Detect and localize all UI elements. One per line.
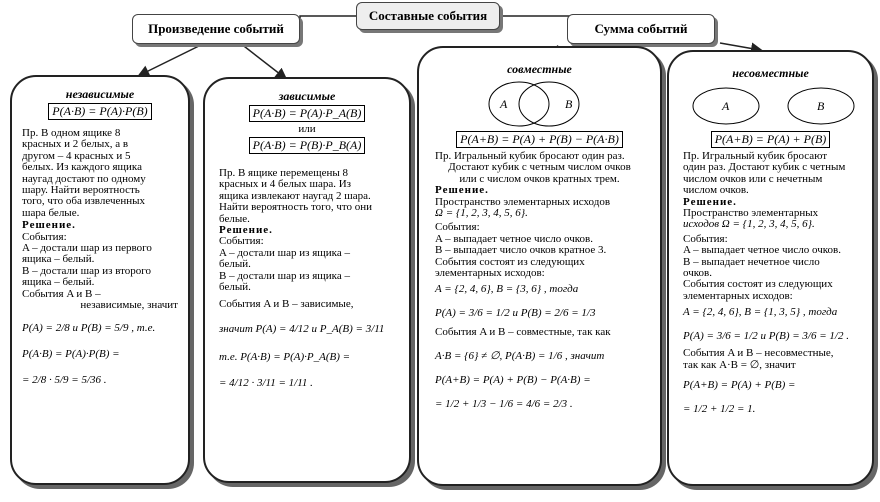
joint-formula: P(A+B) = P(A) + P(B) − P(A·B) bbox=[456, 131, 623, 148]
joint-problem: Пр. Игральный кубик бросают один раз. Достают кубик с четным числом очков или с числом очков кратных трем. bbox=[435, 150, 631, 185]
dependent-formula-1: P(A·B) = P(A)·P_A(B) bbox=[249, 105, 366, 122]
independent-formula: P(A·B) = P(A)·P(B) bbox=[48, 103, 151, 120]
independent-calc1: P(A·B) = P(A)·P(B) = bbox=[22, 347, 120, 360]
joint-calc2: = 1/2 + 1/3 − 1/6 = 4/6 = 2/3 . bbox=[435, 397, 573, 410]
joint-sets: A = {2, 4, 6}, B = {3, 6} , тогда bbox=[435, 283, 579, 296]
dependent-probs: значит P(A) = 4/12 и P_A(B) = 3/11 bbox=[219, 322, 385, 335]
independent-problem: Пр. В одном ящике 8 красных и 2 белых, а в другом – 4 красных и 5 белых. Из каждого ящика наугад достают по одному шару. Найти вероятность того, что оба извлеченных шара белые. bbox=[22, 127, 146, 219]
independent-title: независимые bbox=[65, 87, 135, 101]
disjoint-note: События A и B – несовместные, так как A·B = ∅, значит bbox=[683, 347, 834, 371]
arrow-to-disjoint bbox=[720, 43, 760, 50]
joint-probs: P(A) = 3/6 = 1/2 и P(B) = 2/6 = 1/3 bbox=[435, 307, 596, 320]
independent-events: События: A – достали шар из первого ящика – белый. B – достали шар из второго ящика – белый. События A и B – независимые, значит bbox=[22, 230, 178, 312]
dependent-calc1: т.е. P(A·B) = P(A)·P_A(B) = bbox=[219, 350, 351, 363]
root-header: Составные события bbox=[356, 2, 500, 30]
disjoint-sets: A = {2, 4, 6}, B = {1, 3, 5} , тогда bbox=[683, 306, 838, 319]
joint-venn-diagram bbox=[485, 79, 585, 129]
disjoint-title: несовместные bbox=[732, 66, 809, 80]
joint-intersection: A·B = {6} ≠ ∅, P(A·B) = 1/6 , значит bbox=[435, 349, 605, 362]
venn-label-b: B bbox=[816, 99, 824, 113]
joint-note: События A и B – совместные, так как bbox=[435, 326, 611, 339]
venn-label-a: A bbox=[721, 99, 729, 113]
disjoint-space: Пространство элементарных исходов Ω = {1, 2, 3, 4, 5, 6}. bbox=[683, 207, 819, 231]
dependent-or: или bbox=[298, 123, 316, 135]
joint-title: совместные bbox=[507, 62, 572, 76]
root-to-sum-line bbox=[500, 16, 570, 20]
joint-solution-label: Решение. bbox=[435, 184, 489, 197]
dependent-note: События A и B – зависимые, bbox=[219, 298, 354, 311]
dependent-solution-label: Решение. bbox=[219, 224, 273, 237]
disjoint-solution-label: Решение. bbox=[683, 195, 737, 208]
independent-card bbox=[10, 75, 190, 485]
disjoint-venn-diagram bbox=[686, 83, 856, 129]
dependent-calc2: = 4/12 · 3/11 = 1/11 . bbox=[219, 376, 313, 389]
independent-probs: P(A) = 2/8 и P(B) = 5/9 , т.е. bbox=[22, 321, 156, 334]
dependent-events: События: A – достали шар из ящика – белый. B – достали шар из ящика – белый. bbox=[219, 235, 350, 294]
arrow-to-independent bbox=[140, 43, 205, 75]
dependent-formula-2: P(A·B) = P(B)·P_B(A) bbox=[249, 137, 366, 154]
sum-header: Сумма событий bbox=[567, 14, 715, 44]
disjoint-card bbox=[667, 50, 874, 486]
venn-label-b: B bbox=[565, 97, 573, 111]
independent-calc2: = 2/8 · 5/9 = 5/36 . bbox=[22, 373, 107, 386]
independent-solution-label: Решение. bbox=[22, 219, 76, 232]
disjoint-events: События: A – выпадает четное число очков. B – выпадает нечетное число очков. События состоят из следующих элементарных исходов: bbox=[683, 232, 842, 302]
joint-card bbox=[417, 46, 662, 486]
dependent-card bbox=[203, 77, 411, 483]
joint-space: Пространство элементарных исходов Ω = {1, 2, 3, 4, 5, 6}. bbox=[435, 195, 611, 220]
disjoint-problem: Пр. Игральный кубик бросают один раз. Достают кубик с четным числом очков или с нечетным числом очков. bbox=[683, 150, 846, 197]
joint-calc1: P(A+B) = P(A) + P(B) − P(A·B) = bbox=[435, 373, 591, 386]
disjoint-calc2: = 1/2 + 1/2 = 1. bbox=[683, 403, 756, 416]
product-header: Произведение событий bbox=[132, 14, 300, 44]
disjoint-formula: P(A+B) = P(A) + P(B) bbox=[711, 131, 831, 148]
joint-events: События: A – выпадает четное число очков. B – выпадает число очков кратное 3. События состоят из следующих элементарных исходов: bbox=[435, 221, 607, 280]
dependent-title: зависимые bbox=[278, 89, 336, 103]
dependent-problem: Пр. В ящике перемещены 8 красных и 4 белых шара. Из ящика извлекают наугад 2 шара. Найти вероятность того, что они белые. bbox=[219, 167, 373, 225]
disjoint-calc1: P(A+B) = P(A) + P(B) = bbox=[683, 379, 796, 392]
disjoint-probs: P(A) = 3/6 = 1/2 и P(B) = 3/6 = 1/2 . bbox=[683, 330, 849, 343]
venn-label-a: A bbox=[500, 97, 508, 111]
arrow-to-dependent bbox=[240, 43, 285, 78]
root-to-product-line bbox=[300, 16, 356, 20]
